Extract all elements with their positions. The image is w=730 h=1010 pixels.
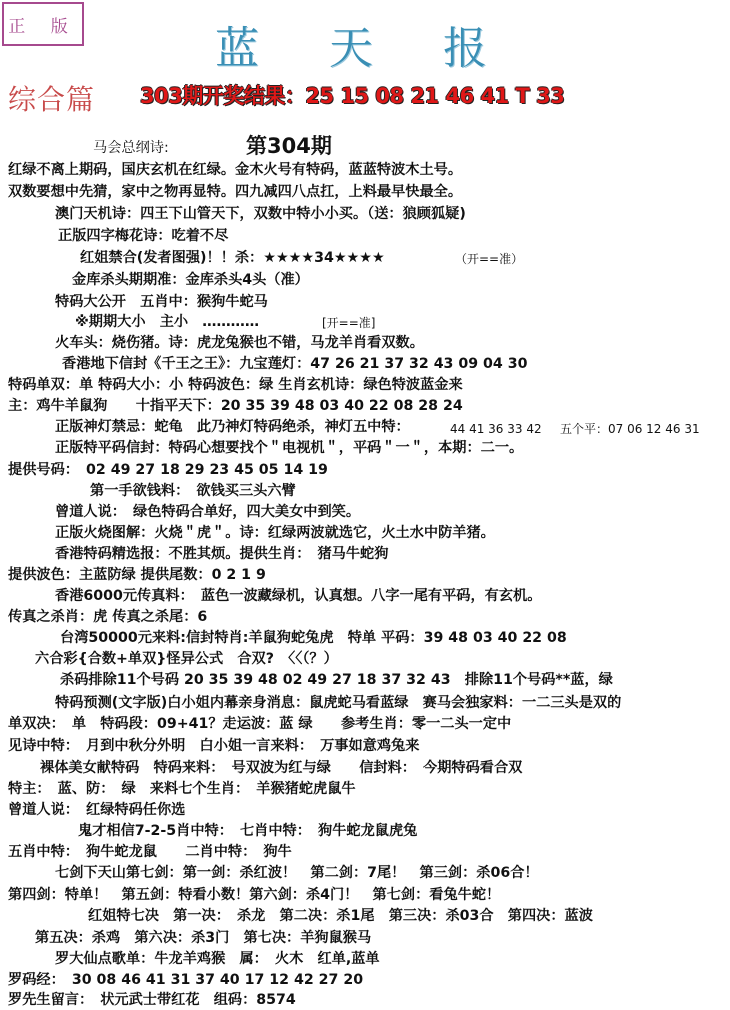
text-line: 红姐特七决 第一决： 杀龙 第二决：杀1尾 第三决：杀03合 第四决：蓝波 [88,908,593,924]
text-line: 特主： 蓝、防： 绿 来料七个生肖： 羊猴猪蛇虎鼠牛 [8,781,356,797]
text-line: 香港6000元传真料： 蓝色一波藏绿机，认真想。八字一尾有平码，有玄机。 [55,588,542,604]
text-line: 杀码排除11个号码 20 35 39 48 02 49 27 18 37 32 43 排除11个号码**蓝，绿 [60,672,613,688]
text-line: 正版火烧图解：火烧＂虎＂。诗：红绿两波就选它，火土水中防羊猪。 [55,525,495,541]
text-line: （开==准） [455,252,524,266]
text-line: 金库杀头期期准：金库杀头4头（准） [72,272,309,288]
page-title: 蓝 天 报 [215,23,515,74]
text-line: 曾道人说： 红绿特码任你选 [8,802,186,818]
text-line: 提供波色：主蓝防绿 提供尾数：0 2 1 9 [8,567,266,583]
text-line: 裸体美女献特码 特码来料： 号双波为红与绿 信封料： 今期特码看合双 [40,760,523,776]
text-line: 台湾50000元来料:信封特肖:羊鼠狗蛇兔虎 特单 平码：39 48 03 40 22 08 [60,630,567,646]
text-line: 红绿不离上期码，国庆玄机在红绿。金木火号有特码，蓝蓝特波木土号。 [8,162,463,178]
text-line: 罗大仙点歌单：牛龙羊鸡猴 属： 火木 红单,蓝单 [55,951,380,967]
text-line: 传真之杀肖：虎 传真之杀尾：6 [8,609,208,625]
text-line: 特码大公开 五肖中：猴狗牛蛇马 [55,294,268,310]
text-line: 特码单双：单 特码大小：小 特码波色：绿 生肖玄机诗：绿色特波蓝金来 [8,377,463,393]
text-line: 六合彩{合数+单双}怪异公式 合双? 〈〈（？） [35,651,338,667]
text-line: 罗先生留言： 状元武士带红花 组码：8574 [8,992,296,1008]
text-line: 火车头：烧伤猪。诗：虎龙兔猴也不错，马龙羊肖看双数。 [55,335,424,351]
text-line: ※期期大小 主小 ………… [75,314,260,330]
text-line: [开==准] [322,316,376,330]
text-line: 正版特平码信封：特码心想要找个＂电视机＂，平码＂一＂，本期：二一。 [55,440,524,456]
previous-draw-result: 303期开奖结果：25 15 08 21 46 41 T 33 [140,84,565,108]
text-line: 双数要想中先猜，家中之物再显特。四九减四八点扛，上料最早快最全。 [8,184,463,200]
text-line: 44 41 36 33 42 [450,422,542,436]
issue-number: 第304期 [246,134,332,158]
text-line: 五个平：07 06 12 46 31 [560,422,700,436]
text-line: 澳门天机诗：四王下山管天下，双数中特小小买。（送：狼顾狐疑) [55,206,466,222]
text-line: 香港特码精选报：不胜其烦。提供生肖： 猪马牛蛇狗 [55,546,389,562]
text-line: 七剑下天山第七剑：第一剑：杀红波！ 第二剑：7尾！ 第三剑：杀06合！ [55,865,539,881]
text-line: 见诗中特： 月到中秋分外明 白小姐一言来料： 万事如意鸡兔来 [8,738,420,754]
text-line: 正版神灯禁忌：蛇龟 此乃神灯特码绝杀，神灯五中特： [55,419,410,435]
text-line: 香港地下信封《千王之王》：九宝莲灯：47 26 21 37 32 43 09 04 30 [62,356,528,372]
text-line: 单双决： 单 特码段：09+41？走运波：蓝 绿 参考生肖：零一二头一定中 [8,716,512,732]
text-line: 马会总纲诗: [93,140,169,156]
section-label: 综合篇 [8,83,96,116]
text-line: 罗码经： 30 08 46 41 31 37 40 17 12 42 27 20 [8,972,364,988]
authentic-stamp: 正 版 [2,2,84,46]
text-line: 特码预测(文字版)白小姐内幕亲身消息：鼠虎蛇马看蓝绿 赛马会独家料：一二三头是双的 [55,695,622,711]
text-line: 五肖中特： 狗牛蛇龙鼠 二肖中特： 狗牛 [8,844,292,860]
text-line: 正版四字梅花诗：吃着不尽 [58,228,229,244]
text-line: 曾道人说： 绿色特码合单好，四大美女中到笑。 [55,504,361,520]
text-line: 第一手欲钱料： 欲钱买三头六臂 [90,483,296,499]
text-line: 红姐禁合(发者图强)！！杀：★★★★34★★★★ [80,250,385,266]
text-line: 第五决：杀鸡 第六决：杀3门 第七决：羊狗鼠猴马 [35,930,372,946]
text-line: 主：鸡牛羊鼠狗 十指平天下：20 35 39 48 03 40 22 08 28 24 [8,398,463,414]
text-line: 提供号码： 02 49 27 18 29 23 45 05 14 19 [8,462,328,478]
text-line: 鬼才相信7-2-5肖中特： 七肖中特： 狗牛蛇龙鼠虎兔 [78,823,418,839]
text-line: 第四剑：特单！ 第五剑：特看小数！第六剑：杀4门！ 第七剑：看兔牛蛇！ [8,887,501,903]
